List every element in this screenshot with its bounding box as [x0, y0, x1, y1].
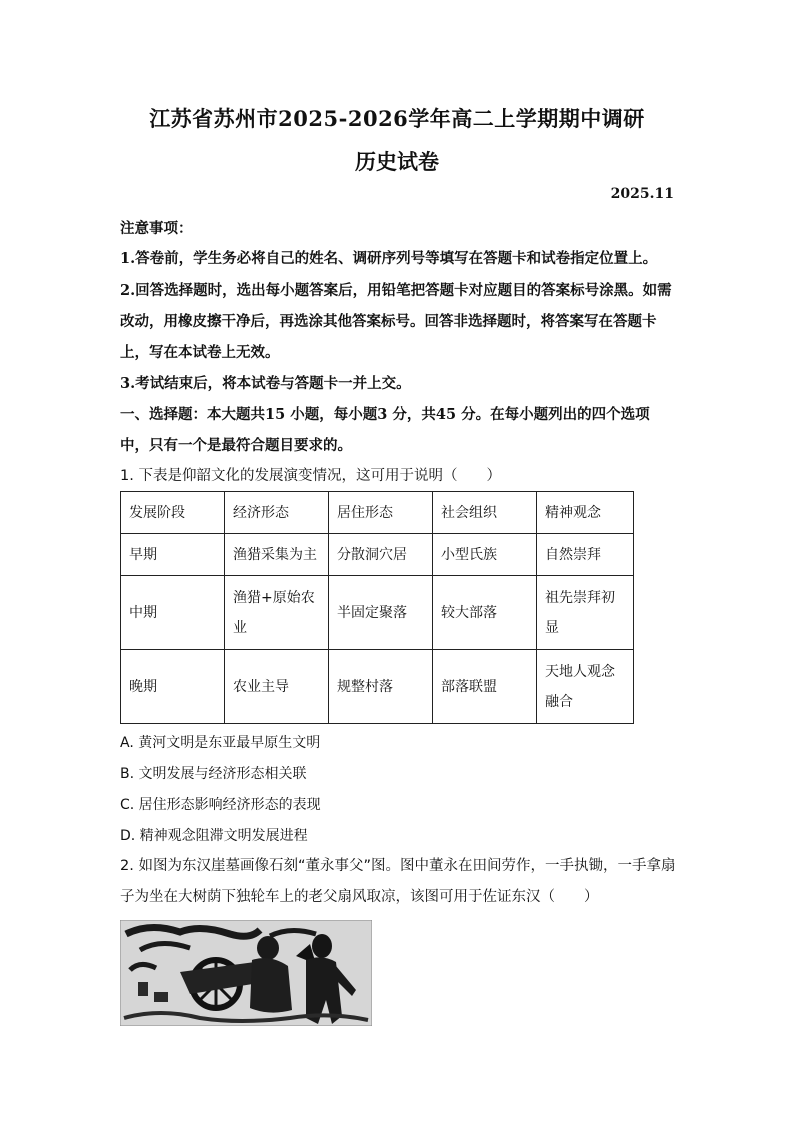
- table-header-row: [121, 492, 634, 534]
- table-row: [121, 534, 634, 576]
- table-cell: 早期: [121, 534, 225, 576]
- question-1-stem: 1. 下表是仰韶文化的发展演变情况，这可用于说明（ ）: [120, 468, 501, 484]
- notice-item-1: 1.答卷前，学生务必将自己的姓名、调研序列号等填写在答题卡和试卷指定位置上。: [120, 250, 658, 267]
- notice-heading: 注意事项：: [120, 220, 193, 237]
- table-cell: 中期: [121, 576, 225, 650]
- table-cell: 晚期: [121, 650, 225, 724]
- notice-item-3: 3.考试结束后，将本试卷与答题卡一并上交。: [120, 375, 411, 392]
- table-header-cell: 社会组织: [433, 492, 537, 534]
- table-cell: 分散洞穴居: [329, 534, 433, 576]
- exam-title: 江苏省苏州市2025-2026学年高二上学期期中调研: [149, 106, 645, 131]
- exam-date: 2025.11: [610, 186, 674, 202]
- table-row: [121, 576, 634, 650]
- table-cell: 小型氏族: [433, 534, 537, 576]
- table-cell: 规整村落: [329, 650, 433, 724]
- table-cell: 祖先崇拜初显: [537, 576, 634, 650]
- table-row: [121, 650, 634, 724]
- exam-subtitle: 历史试卷: [355, 149, 439, 174]
- table-cell: 渔猎+原始农业: [225, 576, 329, 650]
- question-2-stem: 2. 如图为东汉崖墓画像石刻“董永事父”图。图中董永在田间劳作，一手执锄，一手拿扇子为坐在大树荫下独轮车上的老父扇风取凉，该图可用于佐证东汉（ ）: [120, 858, 676, 905]
- table-cell: 半固定聚落: [329, 576, 433, 650]
- table-cell: 渔猎采集为主: [225, 534, 329, 576]
- table-cell: 部落联盟: [433, 650, 537, 724]
- table-cell: 较大部落: [433, 576, 537, 650]
- table-cell: 自然崇拜: [537, 534, 634, 576]
- table-cell: 农业主导: [225, 650, 329, 724]
- question-1-table: [120, 491, 634, 724]
- table-header-cell: 发展阶段: [121, 492, 225, 534]
- question-1-option-c: C. 居住形态影响经济形态的表现: [120, 797, 321, 813]
- question-1-option-a: A. 黄河文明是东亚最早原生文明: [120, 735, 321, 751]
- table-header-cell: 精神观念: [537, 492, 634, 534]
- notice-item-2: 2.回答选择题时，选出每小题答案后，用铅笔把答题卡对应题目的答案标号涂黑。如需改动，用橡皮擦干净后，再选涂其他答案标号。回答非选择题时，将答案写在答题卡上，写在本试卷上无效。: [120, 282, 672, 361]
- question-1-option-b: B. 文明发展与经济形态相关联: [120, 766, 307, 782]
- table-cell: 天地人观念融合: [537, 650, 634, 724]
- question-1-option-d: D. 精神观念阻滞文明发展进程: [120, 828, 308, 844]
- table-header-cell: 居住形态: [329, 492, 433, 534]
- section-1-heading: 一、选择题：本大题共15 小题，每小题3 分，共45 分。在每小题列出的四个选项中，只有一个是最符合题目要求的。: [120, 406, 650, 454]
- table-header-cell: 经济形态: [225, 492, 329, 534]
- stone-relief-image: [120, 920, 372, 1026]
